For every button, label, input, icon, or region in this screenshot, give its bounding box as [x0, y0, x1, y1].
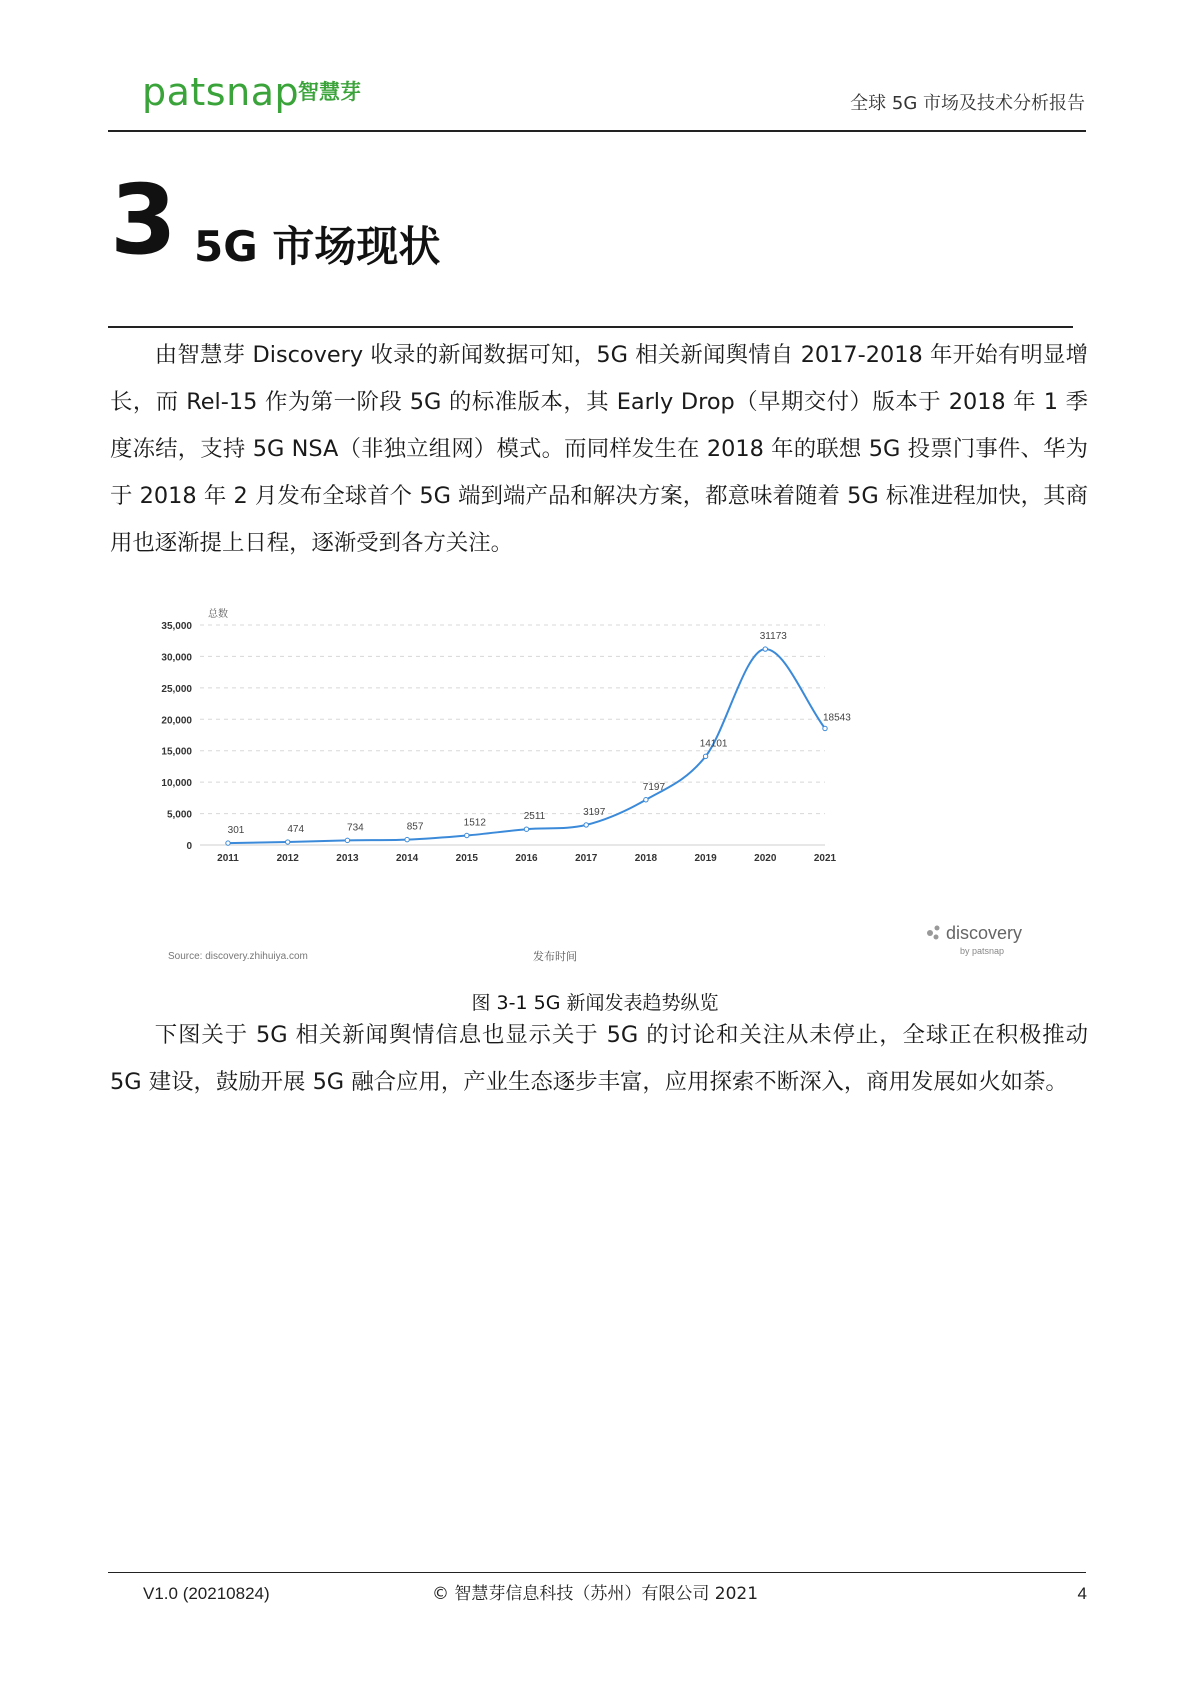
data-label: 3197	[583, 806, 606, 818]
section-title: 5G 市场现状	[194, 222, 441, 271]
data-point	[644, 798, 648, 802]
x-tick-label: 2014	[395, 853, 419, 864]
data-point	[465, 833, 469, 837]
footer-rule	[108, 1572, 1086, 1573]
version-label: V1.0 (20210824)	[143, 1584, 270, 1603]
brand-dot-icon	[927, 930, 933, 936]
x-tick-label: 2019	[694, 853, 717, 864]
data-point	[405, 837, 409, 841]
x-tick-label: 2021	[813, 853, 837, 864]
header-rule	[108, 130, 1086, 132]
brand-subtitle: by patsnap	[960, 946, 1005, 956]
x-tick-label: 2017	[575, 853, 598, 864]
copyright-notice: © 智慧芽信息科技（苏州）有限公司 2021	[431, 1584, 759, 1604]
x-tick-label: 2013	[336, 853, 359, 864]
data-point	[584, 823, 588, 827]
brand-name: discovery	[946, 923, 1023, 943]
y-tick-label: 35,000	[161, 621, 192, 632]
chart-y-axis-title: 总数	[208, 609, 228, 620]
x-tick-label: 2011	[217, 853, 239, 864]
data-point	[226, 841, 230, 845]
y-tick-label: 0	[186, 841, 192, 852]
data-label: 301	[227, 825, 245, 837]
x-tick-label: 2012	[276, 853, 299, 864]
data-point	[823, 726, 827, 730]
data-label: 31173	[759, 631, 787, 643]
x-tick-label: 2016	[515, 853, 538, 864]
data-label: 734	[347, 822, 364, 834]
data-label: 857	[406, 821, 424, 833]
paragraph-1: 由智慧芽 Discovery 收录的新闻数据可知，5G 相关新闻舆情自 2017-2018 年开始有明显增长，而 Rel-15 作为第一阶段 5G 的标准版本，其 Early Drop（早期交付）版本于 2018 年 1 季度冻结，支持 5G NSA（非独立组网）模式。而同样发生在 2018 年的联想 5G 投票门事件、华为于 2018 年 2 月发布全球首个 5G 端到端产品和解决方案，都意味着随着 5G 标准进程加快，其商用也逐渐提上日程，逐渐受到各方关注。	[110, 342, 1088, 556]
chart-source-note: Source: discovery.zhihuiya.com	[168, 951, 308, 962]
data-point	[763, 647, 767, 651]
chart-gridlines	[200, 625, 825, 845]
y-tick-label: 5,000	[166, 809, 192, 821]
section-rule	[108, 326, 1073, 328]
data-point	[524, 827, 528, 831]
data-label: 1512	[463, 817, 486, 829]
report-title: 全球 5G 市场及技术分析报告	[850, 93, 1085, 114]
data-label: 14101	[699, 738, 728, 750]
chart-data-labels	[228, 631, 852, 836]
data-label: 2511	[523, 811, 546, 823]
brand-dot-icon	[935, 926, 940, 931]
y-tick-label: 25,000	[161, 683, 192, 695]
data-point	[286, 840, 290, 844]
page-number: 4	[1077, 1584, 1087, 1603]
brand-dot-icon	[934, 935, 939, 940]
y-tick-label: 30,000	[161, 652, 192, 664]
x-tick-label: 2015	[455, 853, 478, 864]
chart-y-axis	[161, 621, 192, 852]
data-label: 474	[287, 824, 305, 836]
x-tick-label: 2018	[634, 853, 658, 864]
logo-chinese-text: 智慧芽	[298, 81, 361, 104]
data-label: 18543	[823, 712, 851, 724]
data-point	[345, 838, 349, 842]
x-tick-label: 2020	[754, 853, 777, 864]
chart-x-axis-title: 发布时间	[533, 951, 577, 963]
y-tick-label: 20,000	[161, 715, 192, 727]
discovery-brand-logo	[927, 923, 1022, 956]
y-tick-label: 10,000	[161, 778, 192, 790]
news-trend-chart	[160, 595, 1040, 970]
figure-caption: 图 3-1 5G 新闻发表趋势纵览	[471, 992, 719, 1014]
data-point	[703, 754, 707, 758]
chart-x-axis	[217, 853, 836, 864]
paragraph-2: 下图关于 5G 相关新闻舆情信息也显示关于 5G 的讨论和关注从未停止，全球正在积极推动 5G 建设，鼓励开展 5G 融合应用，产业生态逐步丰富，应用探索不断深入，商用发展如火如荼。	[110, 1022, 1088, 1095]
logo-text: patsnap	[142, 70, 300, 114]
section-number: 3	[110, 164, 177, 276]
data-label: 7197	[642, 781, 666, 793]
y-tick-label: 15,000	[161, 746, 192, 758]
